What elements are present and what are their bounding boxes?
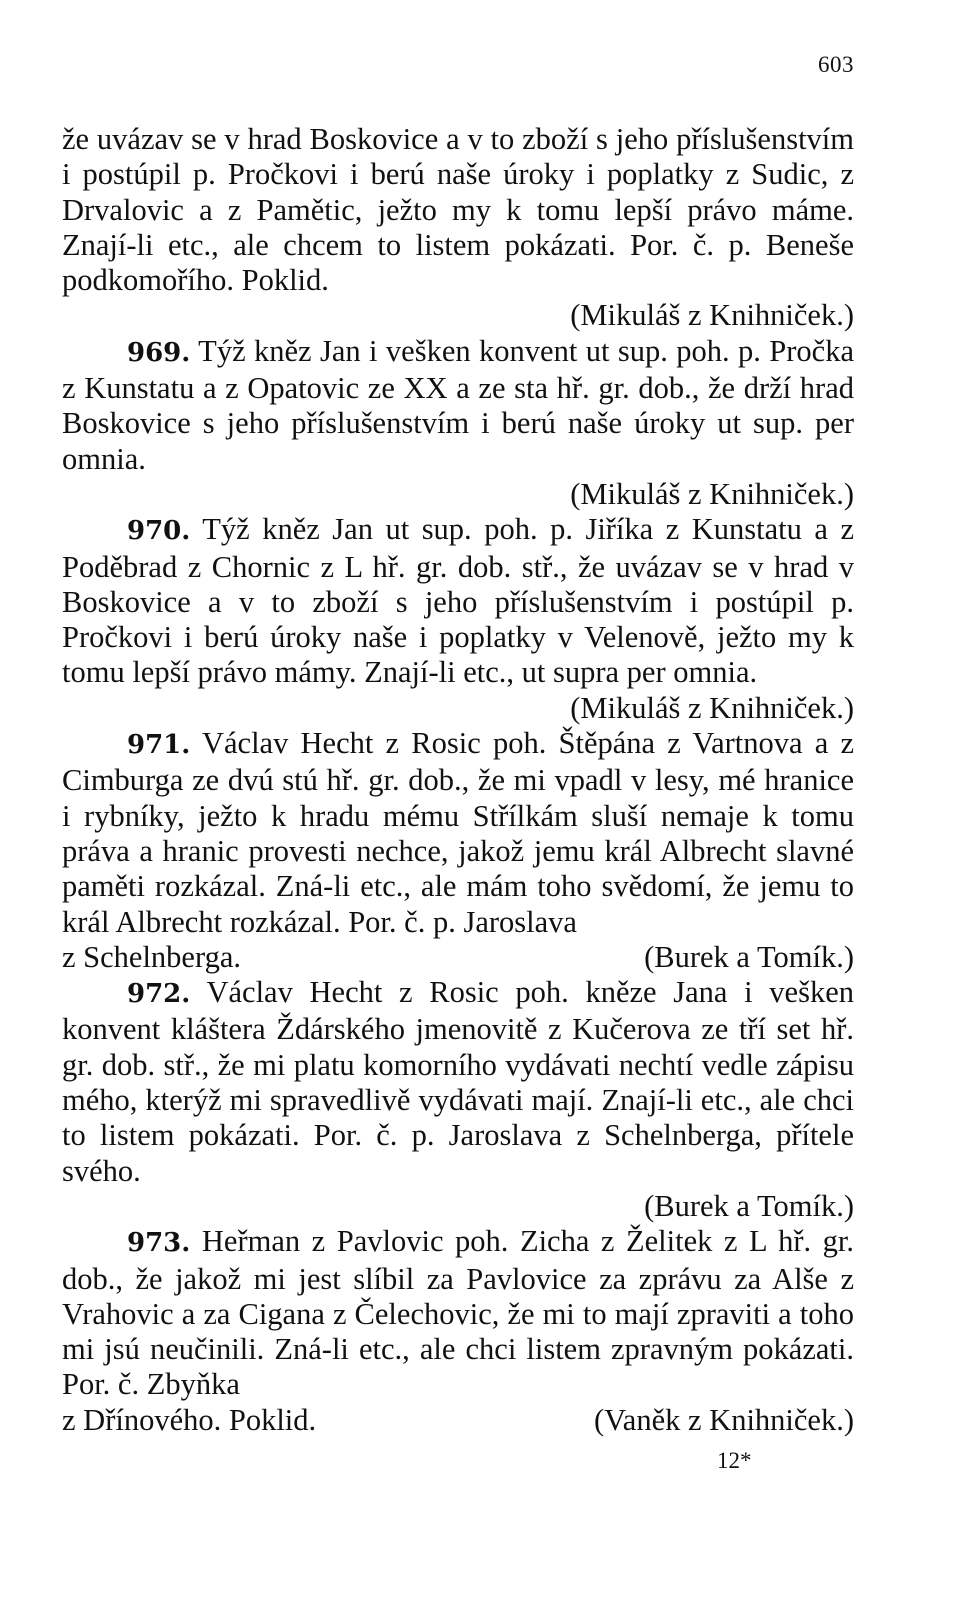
page-body: [62, 122, 854, 1438]
printer-signature-mark: 12*: [717, 1448, 752, 1473]
entry-972: [62, 975, 854, 1189]
entry-text-971-end: z Schelnberga.: [62, 939, 241, 974]
entry-text-972: Václav Hecht z Rosic poh. kněze Jana i vešken konvent kláštera Ždárského jmenovitě z Kučerova ze tří set hř. gr. dob. stř., že mi platu komorního vydávati nechtí vedle zápisu mého, kterýž mi spravedlivě vydávati mají. Znají-li etc., ale chci to listem pokázati. Por. č. p. Jaroslava z Schelnberga, přítele svého.: [62, 975, 854, 1188]
entry-973-last-line: [62, 1403, 854, 1438]
entry-text-973-end: z Dřínového. Poklid.: [62, 1402, 317, 1437]
entry-text-969: Týž kněz Jan i vešken konvent ut sup. poh. p. Pročka z Kunstatu a z Opatovic ze XX a ze sta hř. gr. dob., že drží hrad Boskovice s jeho příslušenstvím i berú naše úroky ut sup. per omnia.: [62, 333, 854, 476]
entry-number-972: 972.: [127, 979, 191, 1010]
entry-text-970: Týž kněz Jan ut sup. poh. p. Jiříka z Kunstatu a z Poděbrad z Chornic z L hř. gr. dob. stř., že uvázav se v hrad v Boskovice a v to zboží s jeho příslušenstvím i postúpil p. Pročkovi i berú úroky naše i poplatky v Velenově, ježto my k tomu lepší právo mámy. Znají-li etc., ut supra per omnia.: [62, 512, 854, 690]
signature-970: (Mikuláš z Knihniček.): [570, 690, 854, 725]
entry-number-970: 970.: [127, 516, 191, 547]
signature-973: (Vaněk z Knihniček.): [594, 1402, 854, 1437]
entry-971: [62, 726, 854, 940]
signature-971: (Burek a Tomík.): [644, 939, 854, 974]
signature-opening: (Mikuláš z Knihniček.): [570, 298, 854, 333]
opening-paragraph: že uvázav se v hrad Boskovice a v to zboží s jeho příslušenstvím i postúpil p. Pročkovi i berú naše úroky i poplatky z Sudic, z Drvalovic a z Pamětic, ježto my k tomu lepší právo máme. Znají-li etc., ale chcem to listem pokázati. Por. č. p. Beneše podkomořího. Poklid.: [62, 122, 854, 298]
entry-970: [62, 512, 854, 690]
entry-text-973: Heřman z Pavlovic poh. Zicha z Želitek z L hř. gr. dob., že jakož mi jest slíbil za Pavlovice za zprávu za Alše z Vrahovic a za Cigana z Čelechovic, že mi to mají zpraviti a toho mi jsú neučinili. Zná-li etc., ale chci listem zpravným pokázati. Por. č. Zbyňka: [62, 1224, 854, 1402]
signature-969: (Mikuláš z Knihniček.): [570, 476, 854, 511]
entry-969: [62, 334, 854, 477]
entry-971-last-line: [62, 940, 854, 975]
entry-number-969: 969.: [127, 337, 191, 368]
page-number: 603: [818, 52, 854, 77]
entry-text-971: Václav Hecht z Rosic poh. Štěpána z Vartnova a z Cimburga ze dvú stú hř. gr. dob., že mi vpadl v lesy, mé hranice i rybníky, ježto k hradu mému Střílkám sluší nemaje k tomu práva a hranic provesti nechce, jakož jemu král Albrecht slavné paměti rozkázal. Zná-li etc., ale mám toho svědomí, že jemu to král Albrecht rozkázal. Por. č. p. Jaroslava: [62, 726, 854, 939]
entry-number-971: 971.: [127, 730, 191, 761]
entry-973: [62, 1224, 854, 1402]
entry-number-973: 973.: [127, 1228, 191, 1259]
signature-972: (Burek a Tomík.): [644, 1188, 854, 1223]
